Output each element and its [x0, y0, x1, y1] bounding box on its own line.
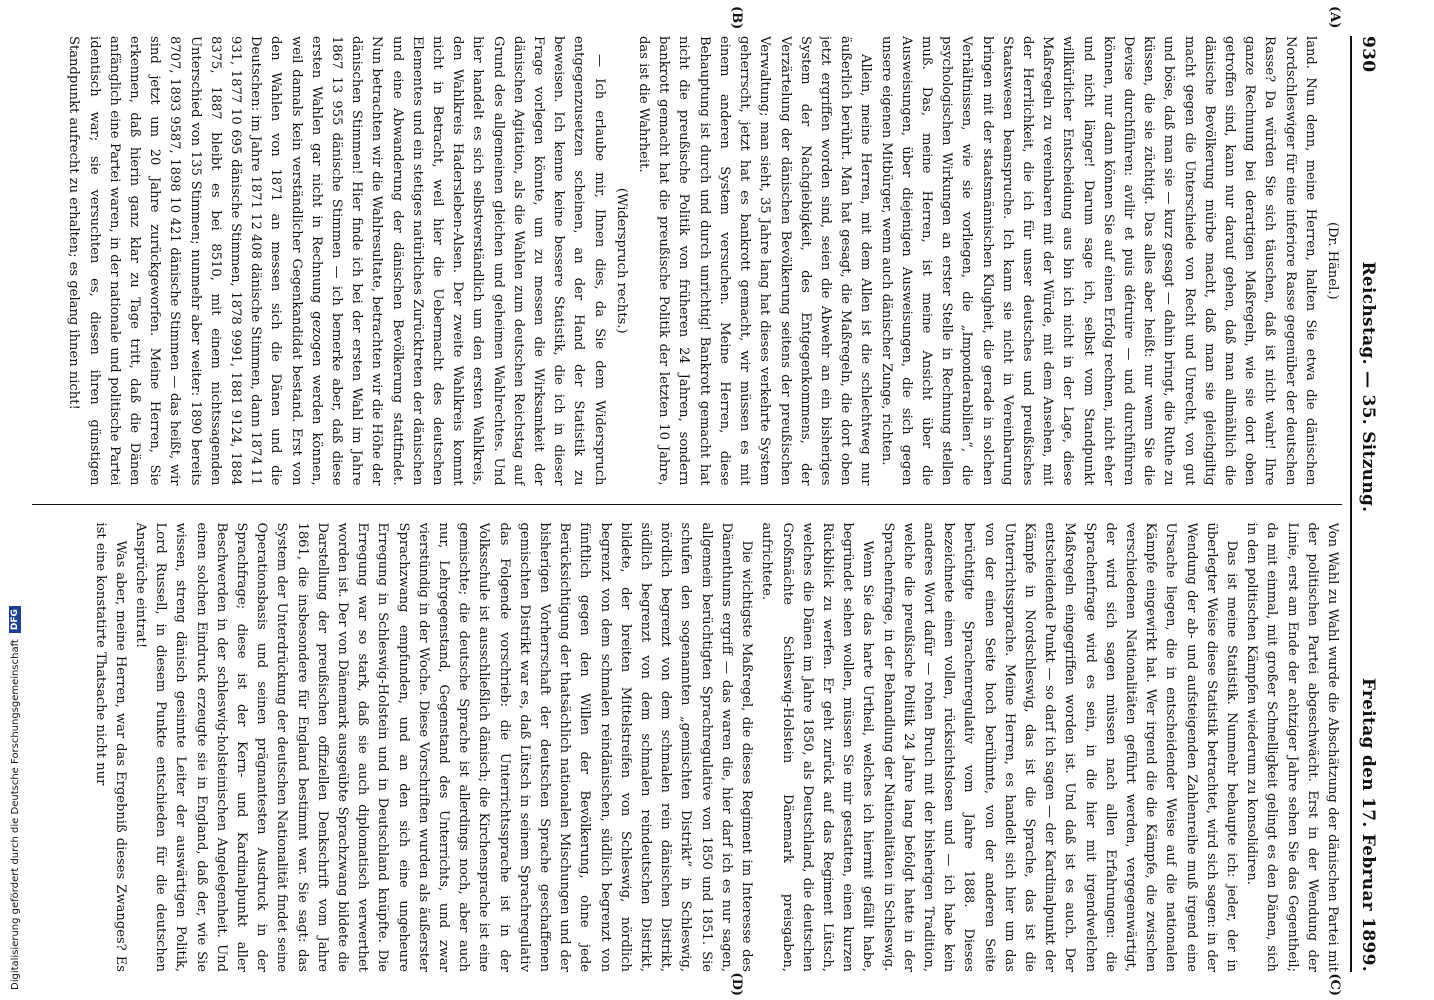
- paragraph: Das ist meine Statistik. Nunmehr behaupte ich: jeder, der in überlegter Weise diese Statistik betrachtet, wird sich sagen: in der Wendung der ab- und aufsteigenden Zahlenreihe muß irgend eine Ursache liegen, die in entscheidender Weise auf die nationalen Kämpfe eingewirkt hat. Wer irgend die die Kämpfe, die zwischen verschiedenen Nationalitäten geführt werden, vergegenwärtigt, der wird sich sagen müssen nach allen Erfahrungen: die Sprachenfrage wird es sein, in die hier mit irgendwelchen Maßregeln eingegriffen worden ist. Und daß ist es auch. Der entscheidende Punkt — so darf ich sagen — der Kardinalpunkt der Kämpfe in Nordschleswig, das ist die Sprache, das ist die Unterrichtssprache. Meine Herren, es handelt sich hier um das von der einen Seite hoch berühmte, von der anderen Seite berüchtigte Sprachenregulativ vom Jahre 1888. Dieses bezeichnete einen vollen, rücksichtslosen und — ich habe kein anderes Wort dafür — rohen Bruch mit der bisherigen Tradition, welche die preußische Politik 24 Jahre lang befolgt hatte in der Sprachenfrage, in der Behandlung der Nationalitäten in Schleswig.: [880, 522, 1239, 972]
- paragraph: Von Wahl zu Wahl wurde die Abschätzung der dänischen Partei mit der politischen Partei abgeschwächt. Erst in der Wendung der Linie, erst am Ende der achtziger Jahre sehen Sie das Gegentheil; da mit einmal, mit großer Schnelligkeit gelingt es den Dänen, sich in den politischen Kämpfen wiederum zu konsolidiren.: [1244, 522, 1340, 972]
- paragraph: — Ich erlaube mir, Ihnen dies, da Sie dem Widerspruch entgegenzusetzen scheinen, an der Hand der Statistik zu beweisen. Ich kenne keine bessere Statistik, die ich in dieser Frage vorlegen könnte, um zu messen die Wirksamkeit der dänischen Agitation, als die Wahlen zum deutschen Reichstag auf Grund des allgemeinen gleichen und geheimen Wahlrechtes. Und hier handelt es sich selbstverständlich um den ersten Wahlkreis, den Wahlkreis Hadersleben-Alsen. Der zweite Wahlkreis kommt nicht in Betracht, weil hier die Uebermacht des deutschen Elementes und ein stetiges natürliches Zurücktreten der dänischen und eine Abwanderung der dänischen Bevölkerung stattfindet. Nun betrachten wir die Wahlresultate, betrachten wir die Höhe der dänischen Stimmen! Hier finde ich bei der ersten Wahl im Jahre 1867 13 955 dänische Stimmen — ich bemerke aber, daß diese ersten Wahlen gar nicht in Rechnung gezogen werden können, weil damals kein verständlicher Gegenkandidat bestand. Erst von den Wahlen von 1871 an messen sich die Dänen und die Deutschen: im Jahre 1871 12 408 dänische Stimmen, dann 1874 11 931, 1877 10 695 dänische Stimmen, 1878 9991, 1881 9124, 1884 8375, 1887 bleibt es bei 8510, mit einem nichtssagenden Unterschied von 135 Stimmen; nunmehr aber weiter: 1890 bereits 8707, 1893 9587, 1898 10 421 dänische Stimmen — das heißt, wir sind jetzt um 20 Jahre zurückgeworfen. Meine Herren, Sie erkennen, daß hierin ganz klar zu Tage tritt, daß die Dänen anfänglich eine Partei waren, in der nationale und politische Partei identisch war; sie versuchten es, diesen ihren günstigen Standpunkt aufrecht zu erhalten; es gelang ihnen nicht!: [66, 36, 607, 486]
- header-rule: [1350, 36, 1352, 972]
- column-divider: [32, 504, 1342, 505]
- page-title: Reichstag. — 35. Sitzung.: [1358, 261, 1378, 513]
- session-date: Freitag den 17. Februar 1899.: [1358, 677, 1378, 972]
- credit-text: Digitalisierung gefördert durch die Deutsche Forschungsgemeinschaft: [9, 639, 21, 990]
- margin-marker-c: (C): [1327, 973, 1342, 996]
- paragraph: Allein, meine Herren, mit dem Allen ist die schlechtweg nur äußerlich berührt. Man hat gesagt, die Maßregeln, die dort oben jetzt ergriffen worden sind, seien die Abwehr an ein bisheriges System der Nachgiebigkeit, des Entgegenkommens, der Verzärtelung der dänischen Bevölkerung seitens der preußischen Verwaltung; man sieht, 35 Jahre lang hat dieses verkehrte System geherrscht, jetzt hat es bankrott gemacht, wir müssen es mit einem anderen System versuchen. Meine Herren, diese Behauptung ist durch und durch unrichtig! Bankrott gemacht hat nicht die preußische Politik von früheren 24 Jahren, sondern bankrott gemacht hat die preußische Politik der letzten 10 Jahre, das ist die Wahrheit.: [636, 36, 874, 486]
- paragraph: land. Nun denn, meine Herren, halten Sie etwa die dänischen Nordschleswiger für eine inferiore Rasse gegenüber der deutschen Rasse? Da würden Sie sich täuschen, daß ist nicht wahr! Ihre ganze Rechnung bei derartigen Maßregeln, wie sie dort oben getroffen sind, kann nur darauf gehen, daß man allmählich die dänische Bevölkerung mürbe macht, daß man sie gleichgiltig macht gegen die Unterschiede von Recht und Unrecht, von gut und böse, daß man sie — kurz gesagt — dahin bringt, die Ruthe zu küssen, die sie züchtigt. Das alles aber heißt: nur wenn Sie die Devise durchführen: avilir et puis détruire — und durchführen können, nur dann können Sie auf einen Erfolg rechnen, nicht eher und nicht länger! Darum sage ich, selbst vom Standpunkt willkürlicher Entscheidung aus bin ich nicht in der Lage, diese Maßregeln zu vereinbaren mit der Würde, mit dem Ansehen, mit der Herrlichkeit, die ich für unser deutsches und preußisches Staatswesen beanspruche. Ich kann sie nicht in Vereinbarung bringen mit der staatsmännischen Klugheit, die gerade in solchen Verhältnissen, wie sie vorliegen, die „Imponderabilien“, die psychologischen Wirkungen an erster Stelle in Rechnung stellen muß. Das, meine Herren, ist meine Ansicht über die Ausweisungen, über diejenigen Ausweisungen, die sich gegen unsere eigenen Mitbürger, wenn auch dänischer Zunge, richten.: [878, 36, 1318, 486]
- dfg-logo-icon: DFG: [9, 606, 21, 633]
- digitization-credit: [8, 0, 22, 990]
- interjection: (Widerspruch rechts.): [613, 187, 629, 334]
- speaker-label: (Dr. Hänel.): [1325, 221, 1340, 300]
- text-columns: [32, 6, 1342, 996]
- paragraph: Was aber, meine Herren, war das Ergebniß dieses Zwanges? Es ist eine konstatirte Thatsache nicht nur: [92, 522, 128, 972]
- paragraph: Die wichtigste Maßregel, die dieses Regiment im Interesse des Dänenthums ergriff — das waren die, hier darf ich es nur sagen, allgemein berüchtigten Sprachregulative von 1850 und 1851. Sie schufen den sogenannten „gemischten Distrikt“ in Schleswig, nördlich begrenzt von dem schmalen rein dänischen Distrikt, südlich begrenzt von dem schmalen reindeutschen Distrikt, bildete, der breiten Mittelstreifen von Schleswig, nördlich begrenzt von dem schmalen reindänischen, südlich begrenzt von fünftlich gegen den Willen der Bevölkerung, ohne jede Berücksichtigung der thatsächlich nationalen Mischungen und der bisherigen Vorherrschaft der deutschen Sprache geschaffenen gemischten Distrikt war es, daß Lütsch in seinem Sprachregulativ das Folgende vorschrieb: die Unterrichtssprache ist in der Volksschule ist ausschließlich dänisch; die Kirchensprache ist eine gemischte; die deutsche Sprache ist allerdings noch, aber auch nur, Lehrgegenstand, Gegenstand des Unterrichts, und zwar vierstündig in der Woche. Diese Vorschriften wurden als äußerster Sprachzwang empfunden, und an den sich eine ungeheure Erregung in Schleswig-Holstein und in Deutschland knüpfte. Die Erregung war so stark, daß sie auch diplomatisch verwerthet worden ist. Der von Dänemark ausgeübte Sprachzwang bildete die Darstellung der preußischen offiziellen Denkschrift vom Jahre 1861, die insbesondere für England bestimmt war. Sie sagt: das System der Unterdrückung der deutschen Nationalität findet seine Operationsbasis und seinen prägnantesten Ausdruck in der Sprachfrage; diese ist der Kern- und Kardinalpunkt aller Beschwerden in der schleswig-holsteinischen Angelegenheit. Und einen solchen Eindruck erzeugte sie in England, daß der, wie Sie wissen, streng dänisch gesinnte Leiter der auswärtigen Politik, Lord Russell, in diesem Punkte entschieden für die deutschen Ansprüche eintrat!: [133, 522, 755, 972]
- paragraph: Wenn Sie das harte Urtheil, welches ich hiermit gefällt habe, begründet sehen wollen, müssen Sie mir gestatten, einen kurzen Rückblick zu werfen. Er geht zurück auf das Regiment Lütsch, welches die Dänen im Jahre 1850, als Deutschland, die deutschen Großmächte Schleswig-Holstein Dänemark preisgaben, aufrichtete.: [759, 522, 876, 972]
- left-column: [32, 36, 1342, 486]
- margin-marker-b: (B): [729, 6, 744, 30]
- page-header: [1358, 36, 1378, 972]
- right-column: [32, 523, 1342, 973]
- margin-marker-a: (A): [1327, 6, 1342, 29]
- margin-marker-d: (D): [729, 972, 744, 996]
- page-number: 930: [1358, 36, 1378, 73]
